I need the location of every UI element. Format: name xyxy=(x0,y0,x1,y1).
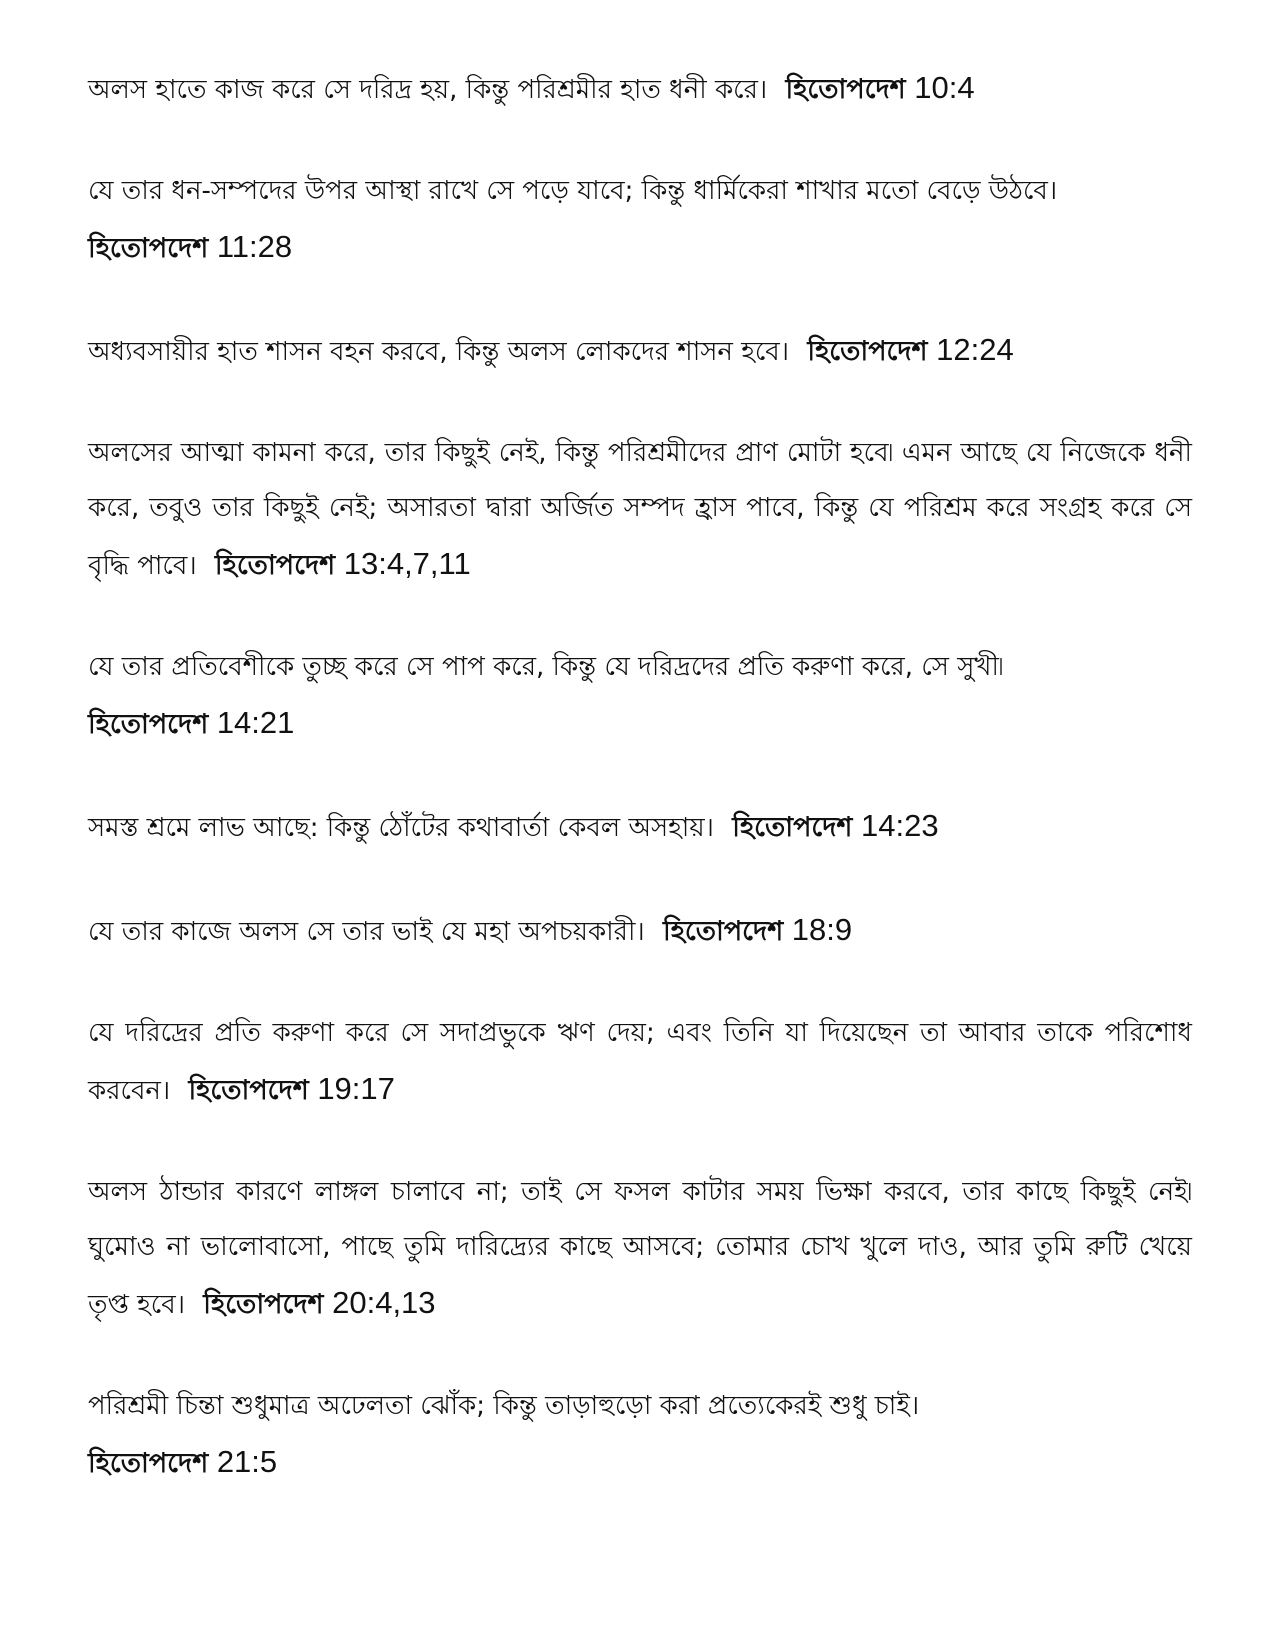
book-name: হিতোপদেশ xyxy=(807,336,928,367)
verse-reference xyxy=(203,1285,435,1320)
book-name: হিতোপদেশ xyxy=(88,709,209,740)
verse-reference xyxy=(88,695,1192,752)
verse-text: যে দরিদ্রের প্রতি করুণা করে সে সদাপ্রভুকে ঋণ দেয়; এবং তিনি যা দিয়েছেন তা আবার তাকে পরিশোধ করবেন। xyxy=(88,1018,1192,1106)
book-name: হিতোপদেশ xyxy=(732,812,853,843)
chapter-verse: 12:24 xyxy=(936,332,1014,367)
book-name: হিতোপদেশ xyxy=(88,233,209,264)
book-name: হিতোপদেশ xyxy=(188,1075,309,1106)
verse-paragraph xyxy=(88,1165,1192,1333)
verse-reference xyxy=(215,546,471,581)
book-name: হিতোপদেশ xyxy=(203,1289,324,1320)
book-name: হিতোপদেশ xyxy=(214,550,336,581)
verse-paragraph xyxy=(88,164,1192,276)
verse-text: সমস্ত শ্রমে লাভ আছে: কিন্তু ঠোঁটের কথাবার্তা কেবল অসহায়। xyxy=(88,813,714,843)
verse-text: পরিশ্রমী চিন্তা শুধুমাত্র অঢেলতা ঝোঁক; কিন্তু তাড়াহুড়ো করা প্রত্যেকেরই শুধু চাই। xyxy=(88,1391,920,1421)
verse-text: যে তার প্রতিবেশীকে তুচ্ছ করে সে পাপ করে, কিন্তু যে দরিদ্রদের প্রতি করুণা করে, সে সুখী৷ xyxy=(88,652,1004,682)
chapter-verse: 11:28 xyxy=(216,229,293,264)
chapter-verse: 14:21 xyxy=(216,705,295,740)
verse-text: যে তার কাজে অলস সে তার ভাই যে মহা অপচয়কারী। xyxy=(88,917,645,947)
verse-text: অলস হাতে কাজ করে সে দরিদ্র হয়, কিন্তু পরিশ্রমীর হাত ধনী করে। xyxy=(88,75,768,105)
chapter-verse: 19:17 xyxy=(317,1071,395,1106)
verse-paragraph xyxy=(88,60,1192,118)
verse-text: অলসের আত্মা কামনা করে, তার কিছুই নেই, কিন্তু পরিশ্রমীদের প্রাণ মোটা হবে৷ এমন আছে যে নিজেকে ধনী করে, তবুও তার কিছুই নেই; অসারতা দ্বারা অর্জিত সম্পদ হ্রাস পাবে, কিন্তু যে পরিশ্রম করে সংগ্রহ করে সে বৃদ্ধি পাবে। xyxy=(88,438,1192,581)
verse-reference xyxy=(88,219,1192,276)
verse-reference xyxy=(785,70,974,105)
book-name: হিতোপদেশ xyxy=(662,916,784,947)
verse-reference xyxy=(189,1071,395,1106)
verse-reference xyxy=(88,1434,1192,1491)
verse-paragraph xyxy=(88,640,1192,752)
verse-reference xyxy=(732,808,938,843)
chapter-verse: 13:4,7,11 xyxy=(343,546,471,581)
verse-paragraph xyxy=(88,1379,1192,1491)
verse-paragraph xyxy=(88,322,1192,380)
chapter-verse: 10:4 xyxy=(914,70,975,105)
verse-paragraph xyxy=(88,902,1192,960)
chapter-verse: 18:9 xyxy=(791,912,853,947)
chapter-verse: 20:4,13 xyxy=(332,1285,436,1320)
verse-reference xyxy=(807,332,1013,367)
chapter-verse: 21:5 xyxy=(216,1444,278,1479)
document-page xyxy=(88,60,1192,1537)
verse-text: অলস ঠান্ডার কারণে লাঙ্গল চালাবে না; তাই সে ফসল কাটার সময় ভিক্ষা করবে, তার কাছে কিছুই নেই৷ ঘুমোও না ভালোবাসো, পাছে তুমি দারিদ্র্যের কাছে আসবে; তোমার চোখ খুলে দাও, আর তুমি রুটি খেয়ে তৃপ্ত হবে। xyxy=(88,1177,1192,1320)
verse-paragraph xyxy=(88,798,1192,856)
book-name: হিতোপদেশ xyxy=(785,74,906,105)
verse-paragraph xyxy=(88,1006,1192,1119)
book-name: হিতোপদেশ xyxy=(88,1448,209,1479)
verse-text: অধ্যবসায়ীর হাত শাসন বহন করবে, কিন্তু অলস লোকদের শাসন হবে। xyxy=(88,337,790,367)
verse-reference xyxy=(663,912,852,947)
verse-text: যে তার ধন-সম্পদের উপর আস্থা রাখে সে পড়ে যাবে; কিন্তু ধার্মিকেরা শাখার মতো বেড়ে উঠবে। xyxy=(88,176,1058,206)
verse-paragraph xyxy=(88,426,1192,594)
chapter-verse: 14:23 xyxy=(861,808,939,843)
